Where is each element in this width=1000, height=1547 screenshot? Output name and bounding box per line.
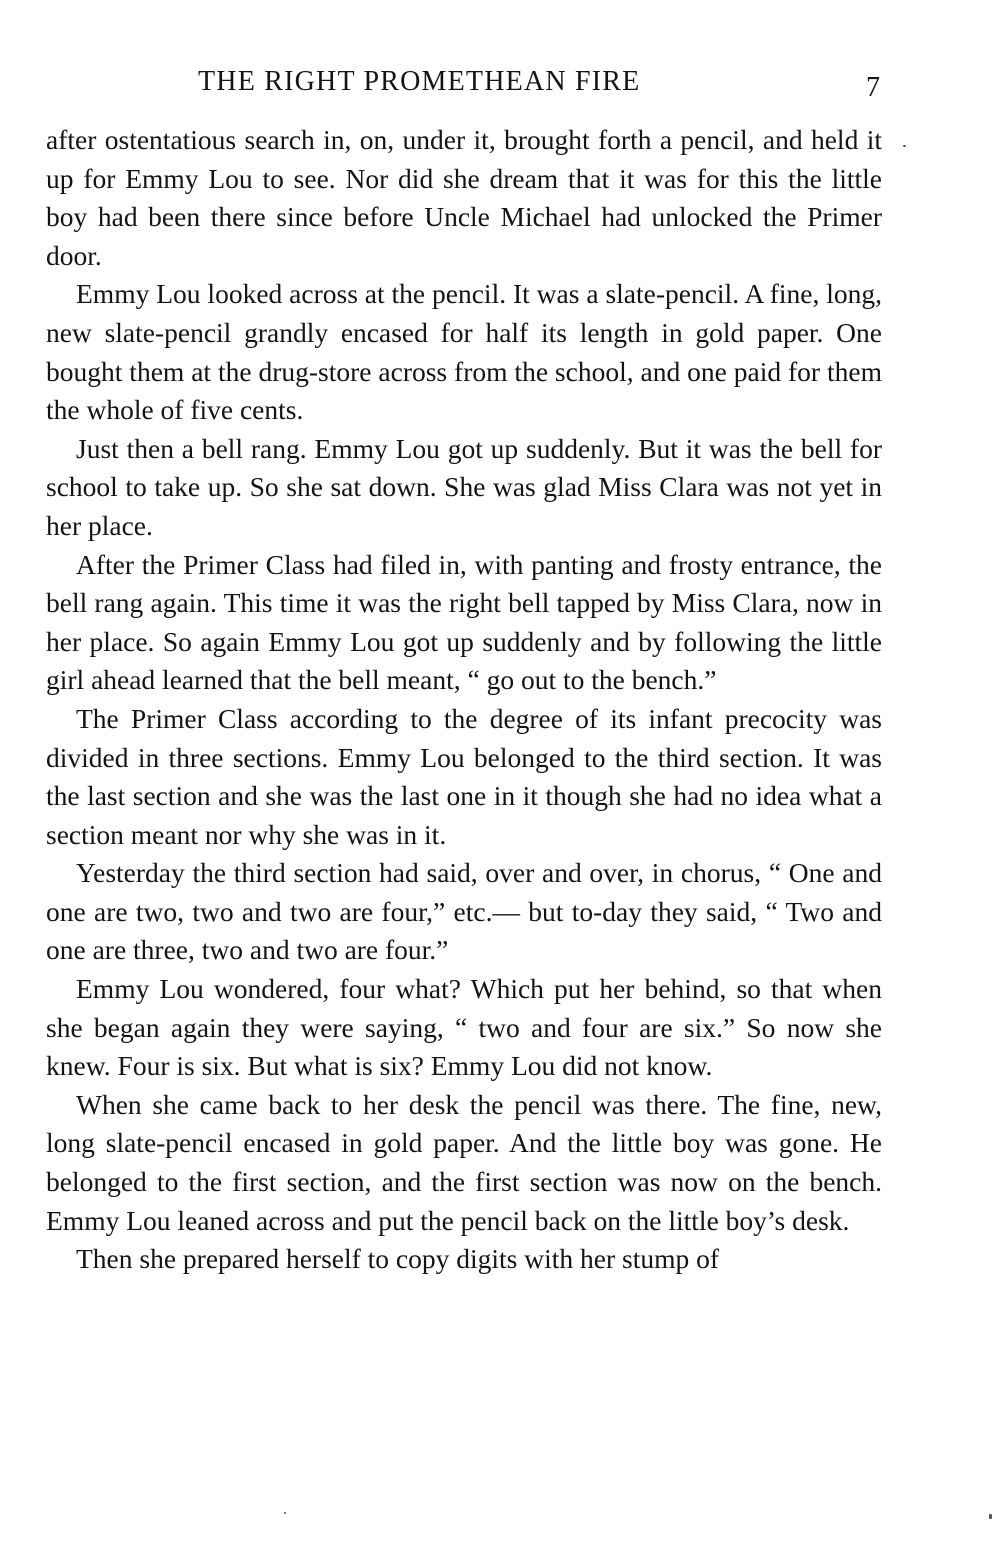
page-number: 7 xyxy=(866,72,880,103)
paragraph-7: Emmy Lou wondered, four what? Which put her behind, so that when she began again they were saying, “ two and four are six.” So now she knew. Four is six. But what is six? Emmy Lou did not know. xyxy=(46,973,882,1082)
paragraph-6: Yesterday the third section had said, over and over, in chorus, “ One and one are two, two and two are four,” etc.— but to-day they said, “ Two and one are three, two and two are four.” xyxy=(46,857,882,966)
paragraph-1: after ostentatious search in, on, under it, brought forth a pencil, and held it up for Emmy Lou to see. Nor did she dream that it was for this the little boy had been there since before Uncle Michael had unlocked the Primer door. xyxy=(46,124,882,271)
scan-speck xyxy=(903,145,906,147)
scan-speck xyxy=(989,1514,992,1519)
paragraph-5: The Primer Class according to the degree of its infant precocity was divided in three sections. Emmy Lou belonged to the third section. It was the last section and she was the last one in it though she had no idea what a section meant nor why she was in it. xyxy=(46,702,882,850)
body-text xyxy=(46,121,882,1279)
paragraph-4: After the Primer Class had filed in, with panting and frosty entrance, the bell rang again. This time it was the right bell tapped by Miss Clara, now in her place. So again Emmy Lou got up suddenly and by following the little girl ahead learned that the bell meant, “ go out to the bench.” xyxy=(46,548,882,696)
running-title: THE RIGHT PROMETHEAN FIRE xyxy=(198,66,641,97)
paragraph-2: Emmy Lou looked across at the pencil. It was a slate-pencil. A fine, long, new slate-pencil grandly encased for half its length in gold paper. One bought them at the drug-store across from the school, and one paid for them the whole of five cents. xyxy=(46,278,882,426)
running-head xyxy=(0,62,1000,102)
scan-speck xyxy=(284,1512,286,1514)
paragraph-8: When she came back to her desk the pencil was there. The fine, new, long slate-pencil encased in gold paper. And the little boy was gone. He belonged to the first section, and the first section was now on the bench. Emmy Lou leaned across and put the pencil back on the little boy’s desk. xyxy=(46,1088,882,1236)
paragraph-9: Then she prepared herself to copy digits with her stump of xyxy=(76,1243,720,1275)
paragraph-3: Just then a bell rang. Emmy Lou got up suddenly. But it was the bell for school to take up. So she sat down. She was glad Miss Clara was not yet in her place. xyxy=(46,432,882,541)
